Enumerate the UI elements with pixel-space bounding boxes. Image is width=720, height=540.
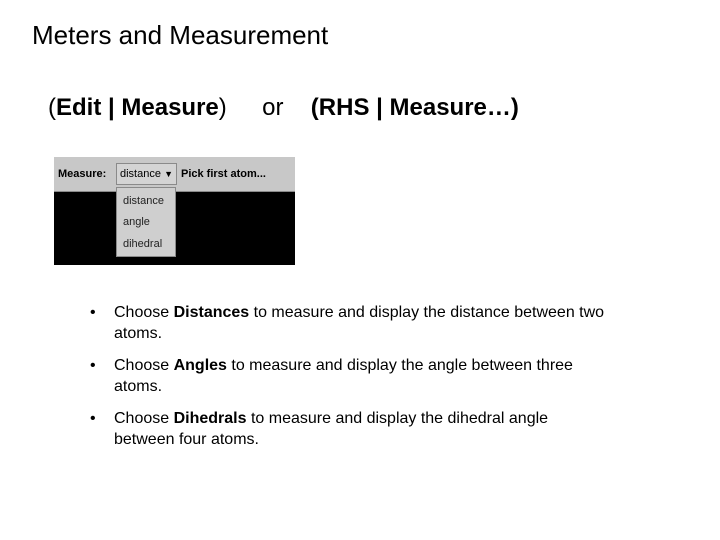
measure-label: Measure: (58, 168, 107, 180)
slide-title: Meters and Measurement (32, 20, 329, 50)
dropdown-option-angle[interactable]: angle (123, 216, 150, 228)
menu-path-or: or (262, 94, 284, 121)
bullet-text: Choose (114, 410, 174, 427)
bullet-keyword: Distances (173, 304, 250, 321)
bullet-text: to measure and display the distance between two atoms. (114, 304, 605, 342)
list-item (90, 408, 610, 450)
bullet-text: to measure and display the dihedral angle between four atoms. (114, 410, 549, 448)
dropdown-option-dihedral[interactable]: dihedral (123, 238, 163, 250)
triangle-down-icon: ▼ (164, 169, 173, 179)
menu-path-edit-measure: Edit | Measure (56, 94, 219, 121)
pick-atom-hint: Pick first atom... (181, 168, 266, 180)
bullet-keyword: Dihedrals (173, 410, 247, 427)
bullet-text: to measure and display the angle between three atoms. (114, 357, 573, 395)
dropdown-option-distance[interactable]: distance (123, 195, 164, 207)
menu-path-open-paren: ( (48, 94, 56, 121)
menu-path-rhs-measure: (RHS | Measure…) (310, 94, 519, 121)
measure-toolbar-screenshot (54, 157, 295, 265)
instruction-list (90, 302, 610, 461)
bullet-text: Choose (114, 304, 174, 321)
measure-type-dropdown (116, 187, 176, 257)
bullet-icon: • (90, 357, 96, 374)
bullet-icon: • (90, 410, 96, 427)
measure-type-select[interactable] (116, 163, 177, 185)
menu-path-close-paren: ) (218, 94, 227, 121)
menu-path-line (48, 94, 519, 122)
list-item (90, 355, 610, 397)
measure-type-selected: distance (120, 168, 161, 180)
bullet-text: Choose (114, 357, 174, 374)
list-item (90, 302, 610, 344)
bullet-icon: • (90, 304, 96, 321)
bullet-keyword: Angles (173, 357, 227, 374)
